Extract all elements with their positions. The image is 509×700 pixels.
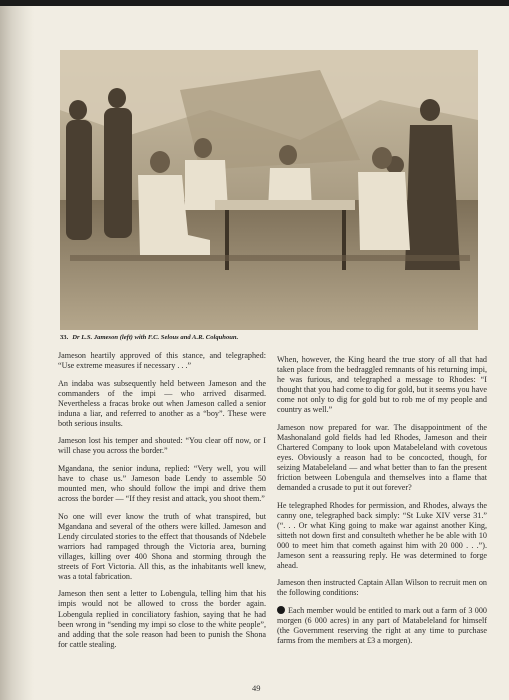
paragraph: When, however, the King heard the true story of all that had taken place from the bedraggled remnants of his returning impi, he was furious, and telegraphed a message to Rhodes: “I thought that you had come to dig for gold, but it seems you have come not only to dig for gold but to rob me of my people and country as well.” xyxy=(277,355,487,415)
caption-text: Dr L.S. Jameson (left) with F.C. Selous and A.R. Colquhoun. xyxy=(72,334,239,341)
paragraph: Jameson then instructed Captain Allan Wilson to recruit men on the following conditions: xyxy=(277,578,487,598)
paragraph: Jameson now prepared for war. The disappointment of the Mashonaland gold fields had led Rhodes, Jameson and their Chartered Company to look upon Matabeleland with covetous eyes. Obviously a reason had to be concocted, though, for seizing Matabeleland — and what better than to fan the present friction between Lobengula and themselves into a flame that demanded a crusade to put it out forever? xyxy=(277,422,487,493)
photo-caption xyxy=(60,334,480,341)
paragraph: Jameson then sent a letter to Lobengula, telling him that his impis would not be allowed to cross the border again. Lobengula replied in conciliatory fashion, saying that he had been wrong in “sending my impi so close to the white people”, and adding that the sole reason had been to punish the Shona for cattle stealing. xyxy=(58,589,266,649)
paragraph: No one will ever know the truth of what transpired, but Mgandana and several of the others were killed. Jameson and Lendy circulated stories to the effect that thousands of Ndebele warriors had rampaged through the Victoria area, burning villages, killing over 400 Shona and storming through the streets of Fort Victoria. All this, as the inhabitants well knew, was a total fabrication. xyxy=(58,511,266,581)
caption-number: 33. xyxy=(60,334,69,341)
right-text-column xyxy=(277,355,487,654)
book-page xyxy=(0,6,509,700)
paragraph: Mgandana, the senior induna, replied: “Very well, you will have to chase us.” Jameson bade Lendy to assemble 50 mounted men, who should follow the impi and drive them across the border — “If they resist and attack, you shoot them.” xyxy=(58,463,266,504)
paragraph: Jameson heartily approved of this stance, and telegraphed: “Use extreme measures if necessary . . .” xyxy=(58,351,266,371)
bullet-icon xyxy=(277,606,285,614)
paragraph: He telegraphed Rhodes for permission, and Rhodes, always the canny one, telegraphed back simply: “St Luke XIV verse 31.” (“. . . Or what King going to make war against another King, sitteth not down first and consulteth whether he be able with 10 000 to meet him that cometh against him with 20 000 . . .”). Jameson sent a reassuring reply. He was determined to forge ahead. xyxy=(277,500,487,570)
left-text-column xyxy=(58,351,266,657)
historical-photograph xyxy=(60,50,478,330)
bullet-text: Each member would be entitled to mark out a farm of 3 000 morgen (6 000 acres) in any part of Matabeleland for himself (the Government reserving the right at any time to purchase farms from the members at £3 a morgen). xyxy=(277,606,487,646)
page-number: 49 xyxy=(252,683,261,693)
paragraph: Jameson lost his temper and shouted: “You clear off now, or I will chase you across the border.” xyxy=(58,436,266,456)
bullet-paragraph xyxy=(277,606,487,646)
page-gutter xyxy=(0,6,34,700)
paragraph: An indaba was subsequently held between Jameson and the commanders of the impi — who arrived disarmed. Nevertheless a fracas broke out when Jameson called a senior induna a liar, and referred to another as a “boy”. These were both serious insults. xyxy=(58,378,266,428)
